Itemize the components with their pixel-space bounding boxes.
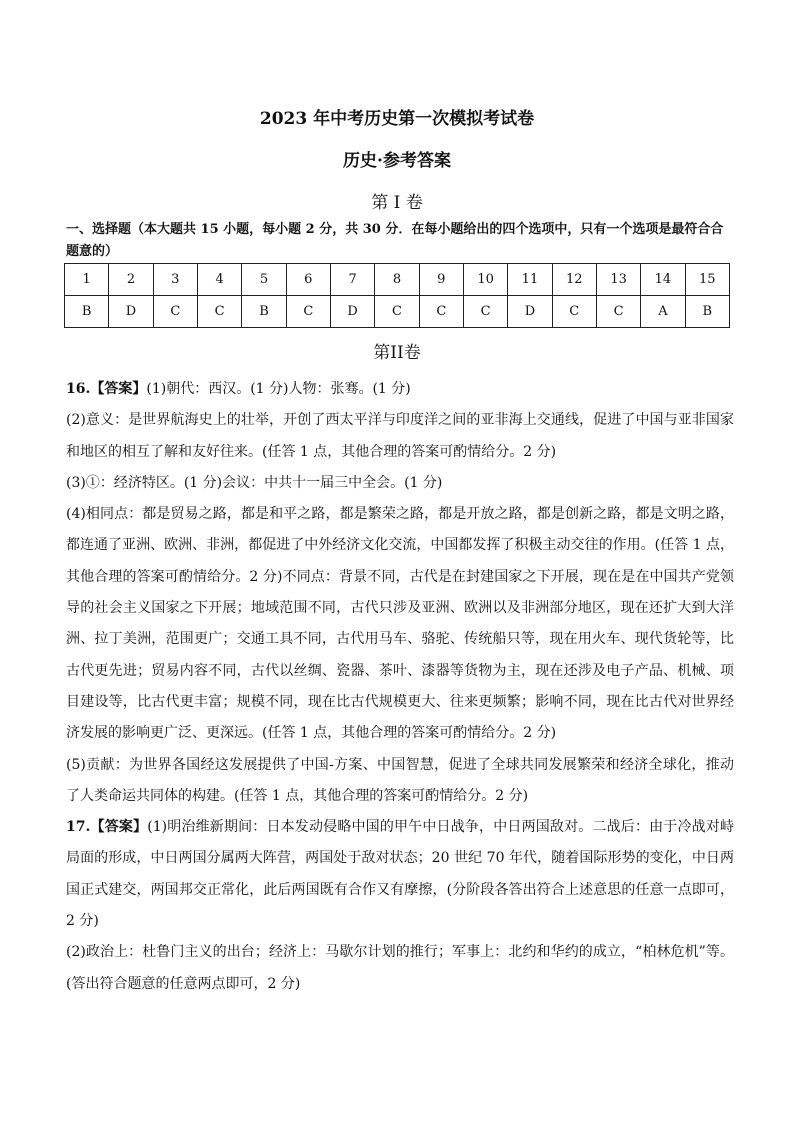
question-number-cell: 14 (641, 264, 685, 296)
answer-cell: C (463, 296, 507, 328)
section-2-heading: 第II卷 (373, 343, 421, 363)
answer-cell: C (375, 296, 419, 328)
document-subtitle: 历史·参考答案 (343, 151, 451, 171)
answer-body (66, 374, 734, 1000)
question-number-cell: 4 (197, 264, 241, 296)
q16-part1-text: (1)朝代：西汉。(1 分)人物：张骞。(1 分) (146, 381, 411, 397)
answer-cell: D (508, 296, 552, 328)
answer-cell: C (197, 296, 241, 328)
q16-label: 16.【答案】 (66, 381, 147, 397)
answer-cell: C (286, 296, 330, 328)
answer-cell: C (596, 296, 640, 328)
q16-part2: (2)意义：是世界航海史上的壮举，开创了西太平洋与印度洋之间的亚非海上交通线，促进了中国与亚非国家和地区的相互了解和友好往来。(任答 1 点，其他合理的答案可酌情给分。2 分) (66, 412, 734, 460)
question-number-cell: 1 (65, 264, 109, 296)
q16-part1 (66, 374, 734, 405)
q17-part2: (2)政治上：杜鲁门主义的出台；经济上：马歇尔计划的推行；军事上：北约和华约的成立，“柏林危机”等。(答出符合题意的任意两点即可，2 分) (66, 944, 734, 992)
question-number-cell: 6 (286, 264, 330, 296)
question-number-cell: 9 (419, 264, 463, 296)
q16-part3: (3)①：经济特区。(1 分)会议：中共十一届三中全会。(1 分) (66, 474, 443, 491)
question-number-cell: 3 (153, 264, 197, 296)
question-number-cell: 7 (330, 264, 374, 296)
document-title: 2023 年中考历史第一次模拟考试卷 (259, 109, 535, 129)
q17-part1-text: (1)明治维新期间：日本发动侵略中国的甲午中日战争，中日两国敌对。二战后：由于冷战对峙局面的形成，中日两国分属两大阵营，两国处于敌对状态；20 世纪 70 年代，随着国际形势的变化，中日两国正式建交，两国邦交正常化，此后两国既有合作又有摩擦，(分阶段各答出符合上述意思的任意一点即可，2 分) (66, 819, 734, 930)
answer-cell: C (552, 296, 596, 328)
q17-label: 17.【答案】 (66, 819, 148, 836)
answer-cell: D (330, 296, 374, 328)
answer-cell: C (153, 296, 197, 328)
answer-table (64, 263, 730, 328)
question-number-cell: 10 (463, 264, 507, 296)
answer-row (65, 296, 730, 328)
question-number-cell: 5 (242, 264, 286, 296)
answer-cell: D (109, 296, 153, 328)
question-number-cell: 13 (596, 264, 640, 296)
question-number-row (65, 264, 730, 296)
answer-cell: B (242, 296, 286, 328)
q16-part5: (5)贡献：为世界各国经这发展提供了中国-方案、中国智慧，促进了全球共同发展繁荣和经济全球化，推动了人类命运共同体的构建。(任答 1 点，其他合理的答案可酌情给分。2 分) (66, 756, 734, 804)
answer-cell: A (641, 296, 685, 328)
q16-part4: (4)相同点：都是贸易之路，都是和平之路，都是繁荣之路，都是开放之路，都是创新之路，都是文明之路，都连通了亚洲、欧洲、非洲，都促进了中外经济文化交流，中国都发挥了积极主动交往的作用。(任答 1 点，其他合理的答案可酌情给分。2 分)不同点：背景不同，古代是在封建国家之下开展，现在是在中国共产党领导的社会主义国家之下开展；地域范围不同，古代只涉及亚洲、欧洲以及非洲部分地区，现在还扩大到大洋洲、拉丁美洲，范围更广；交通工具不同，古代用马车、骆驼、传统船只等，现在用火车、现代货轮等，比古代更先进；贸易内容不同，古代以丝绸、瓷器、茶叶、漆器等货物为主，现在还涉及电子产品、机械、项目建设等，比古代更丰富；规模不同，现在比古代规模更大、往来更频繁；影响不同，现在比古代对世界经济发展的影响更广泛、更深远。(任答 1 点，其他合理的答案可酌情给分。2 分) (66, 506, 734, 742)
question-number-cell: 12 (552, 264, 596, 296)
answer-cell: B (685, 296, 729, 328)
question-number-cell: 15 (685, 264, 729, 296)
question-number-cell: 11 (508, 264, 552, 296)
answer-cell: C (419, 296, 463, 328)
multiple-choice-instructions: 一、选择题（本大题共 15 小题，每小题 2 分，共 30 分．在每小题给出的四个选项中，只有一个选项是最符合合题意的） (66, 222, 724, 259)
question-number-cell: 8 (375, 264, 419, 296)
question-number-cell: 2 (109, 264, 153, 296)
section-1-heading: 第 I 卷 (371, 193, 423, 213)
answer-cell: B (65, 296, 109, 328)
q17-part1 (66, 812, 734, 937)
